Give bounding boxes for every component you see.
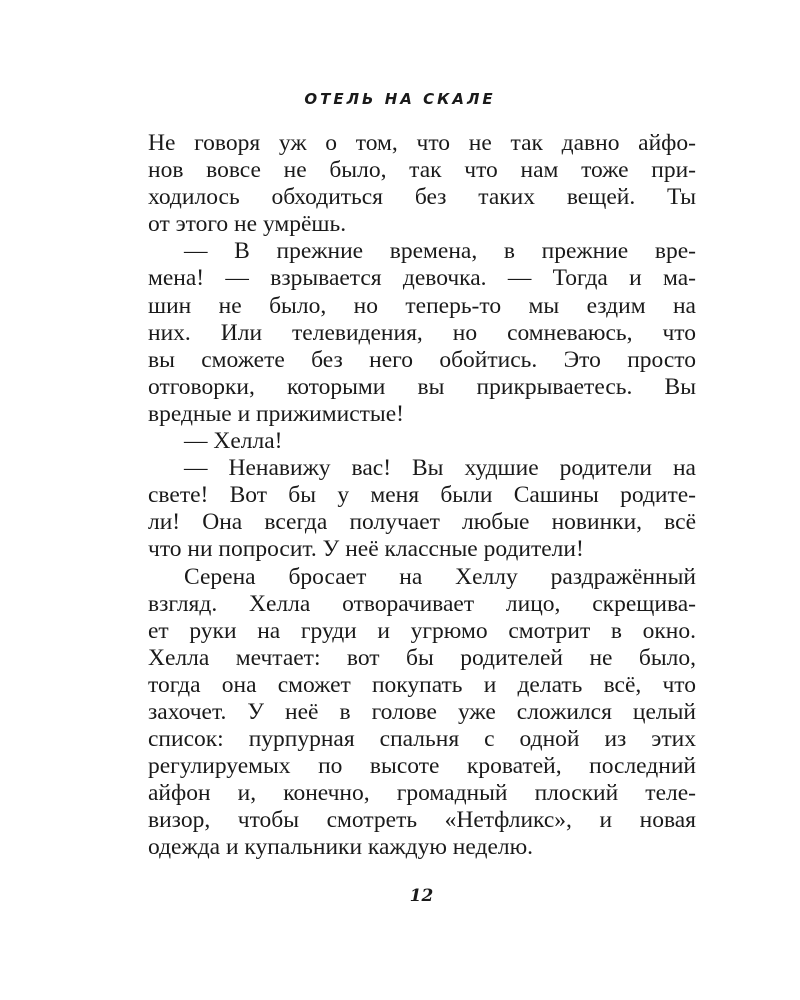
text-line: Не говоря уж о том, что не так давно айфо- (148, 130, 696, 156)
text-line: вы сможете без него обойтись. Это просто (148, 346, 696, 373)
text-line: взгляд. Хелла отворачивает лицо, скрещива- (148, 590, 696, 617)
text-line: тогда она сможет покупать и делать всё, что (148, 671, 696, 698)
text-line: ет руки на груди и угрюмо смотрит в окно. (148, 617, 696, 644)
text-line: одежда и купальники каждую неделю. (148, 834, 534, 861)
text-line: нов вовсе не было, так что нам тоже при- (148, 157, 696, 184)
text-line: айфон и, конечно, громадный плоский теле- (148, 780, 696, 807)
page-number: 12 (409, 886, 434, 906)
text-line: Хелла мечтает: вот бы родителей не было, (148, 644, 696, 671)
running-head: ОТЕЛЬ НА СКАЛЕ (304, 90, 496, 108)
text-line: шин не было, но теперь-то мы ездим на (148, 292, 696, 319)
body-text (148, 130, 696, 862)
text-line: ходилось обходиться без таких вещей. Ты (148, 184, 696, 211)
text-line: регулируемых по высоте кроватей, последний (148, 753, 696, 780)
text-line: них. Или телевидения, но сомневаюсь, что (148, 319, 696, 346)
text-line: визор, чтобы смотреть «Нетфликс», и новая (148, 807, 696, 834)
text-line: от этого не умрёшь. (148, 211, 347, 238)
text-line: свете! Вот бы у меня были Сашины родите- (148, 482, 696, 509)
text-line: вредные и прижимистые! (148, 400, 404, 427)
text-line: что ни попросит. У неё классные родители! (148, 536, 584, 563)
text-line: захочет. У неё в голове уже сложился целый (148, 698, 696, 725)
text-line: — Ненавижу вас! Вы худшие родители на (184, 455, 696, 482)
text-line: отговорки, которыми вы прикрываетесь. Вы (148, 373, 696, 400)
text-line: — Хелла! (184, 428, 283, 455)
text-line: мена! — взрывается девочка. — Тогда и ма- (148, 265, 696, 292)
text-line: список: пурпурная спальня с одной из этих (148, 726, 696, 753)
text-line: Серена бросает на Хеллу раздражённый (184, 563, 696, 590)
text-line: — В прежние времена, в прежние вре- (184, 238, 696, 265)
text-line: ли! Она всегда получает любые новинки, всё (148, 509, 696, 536)
